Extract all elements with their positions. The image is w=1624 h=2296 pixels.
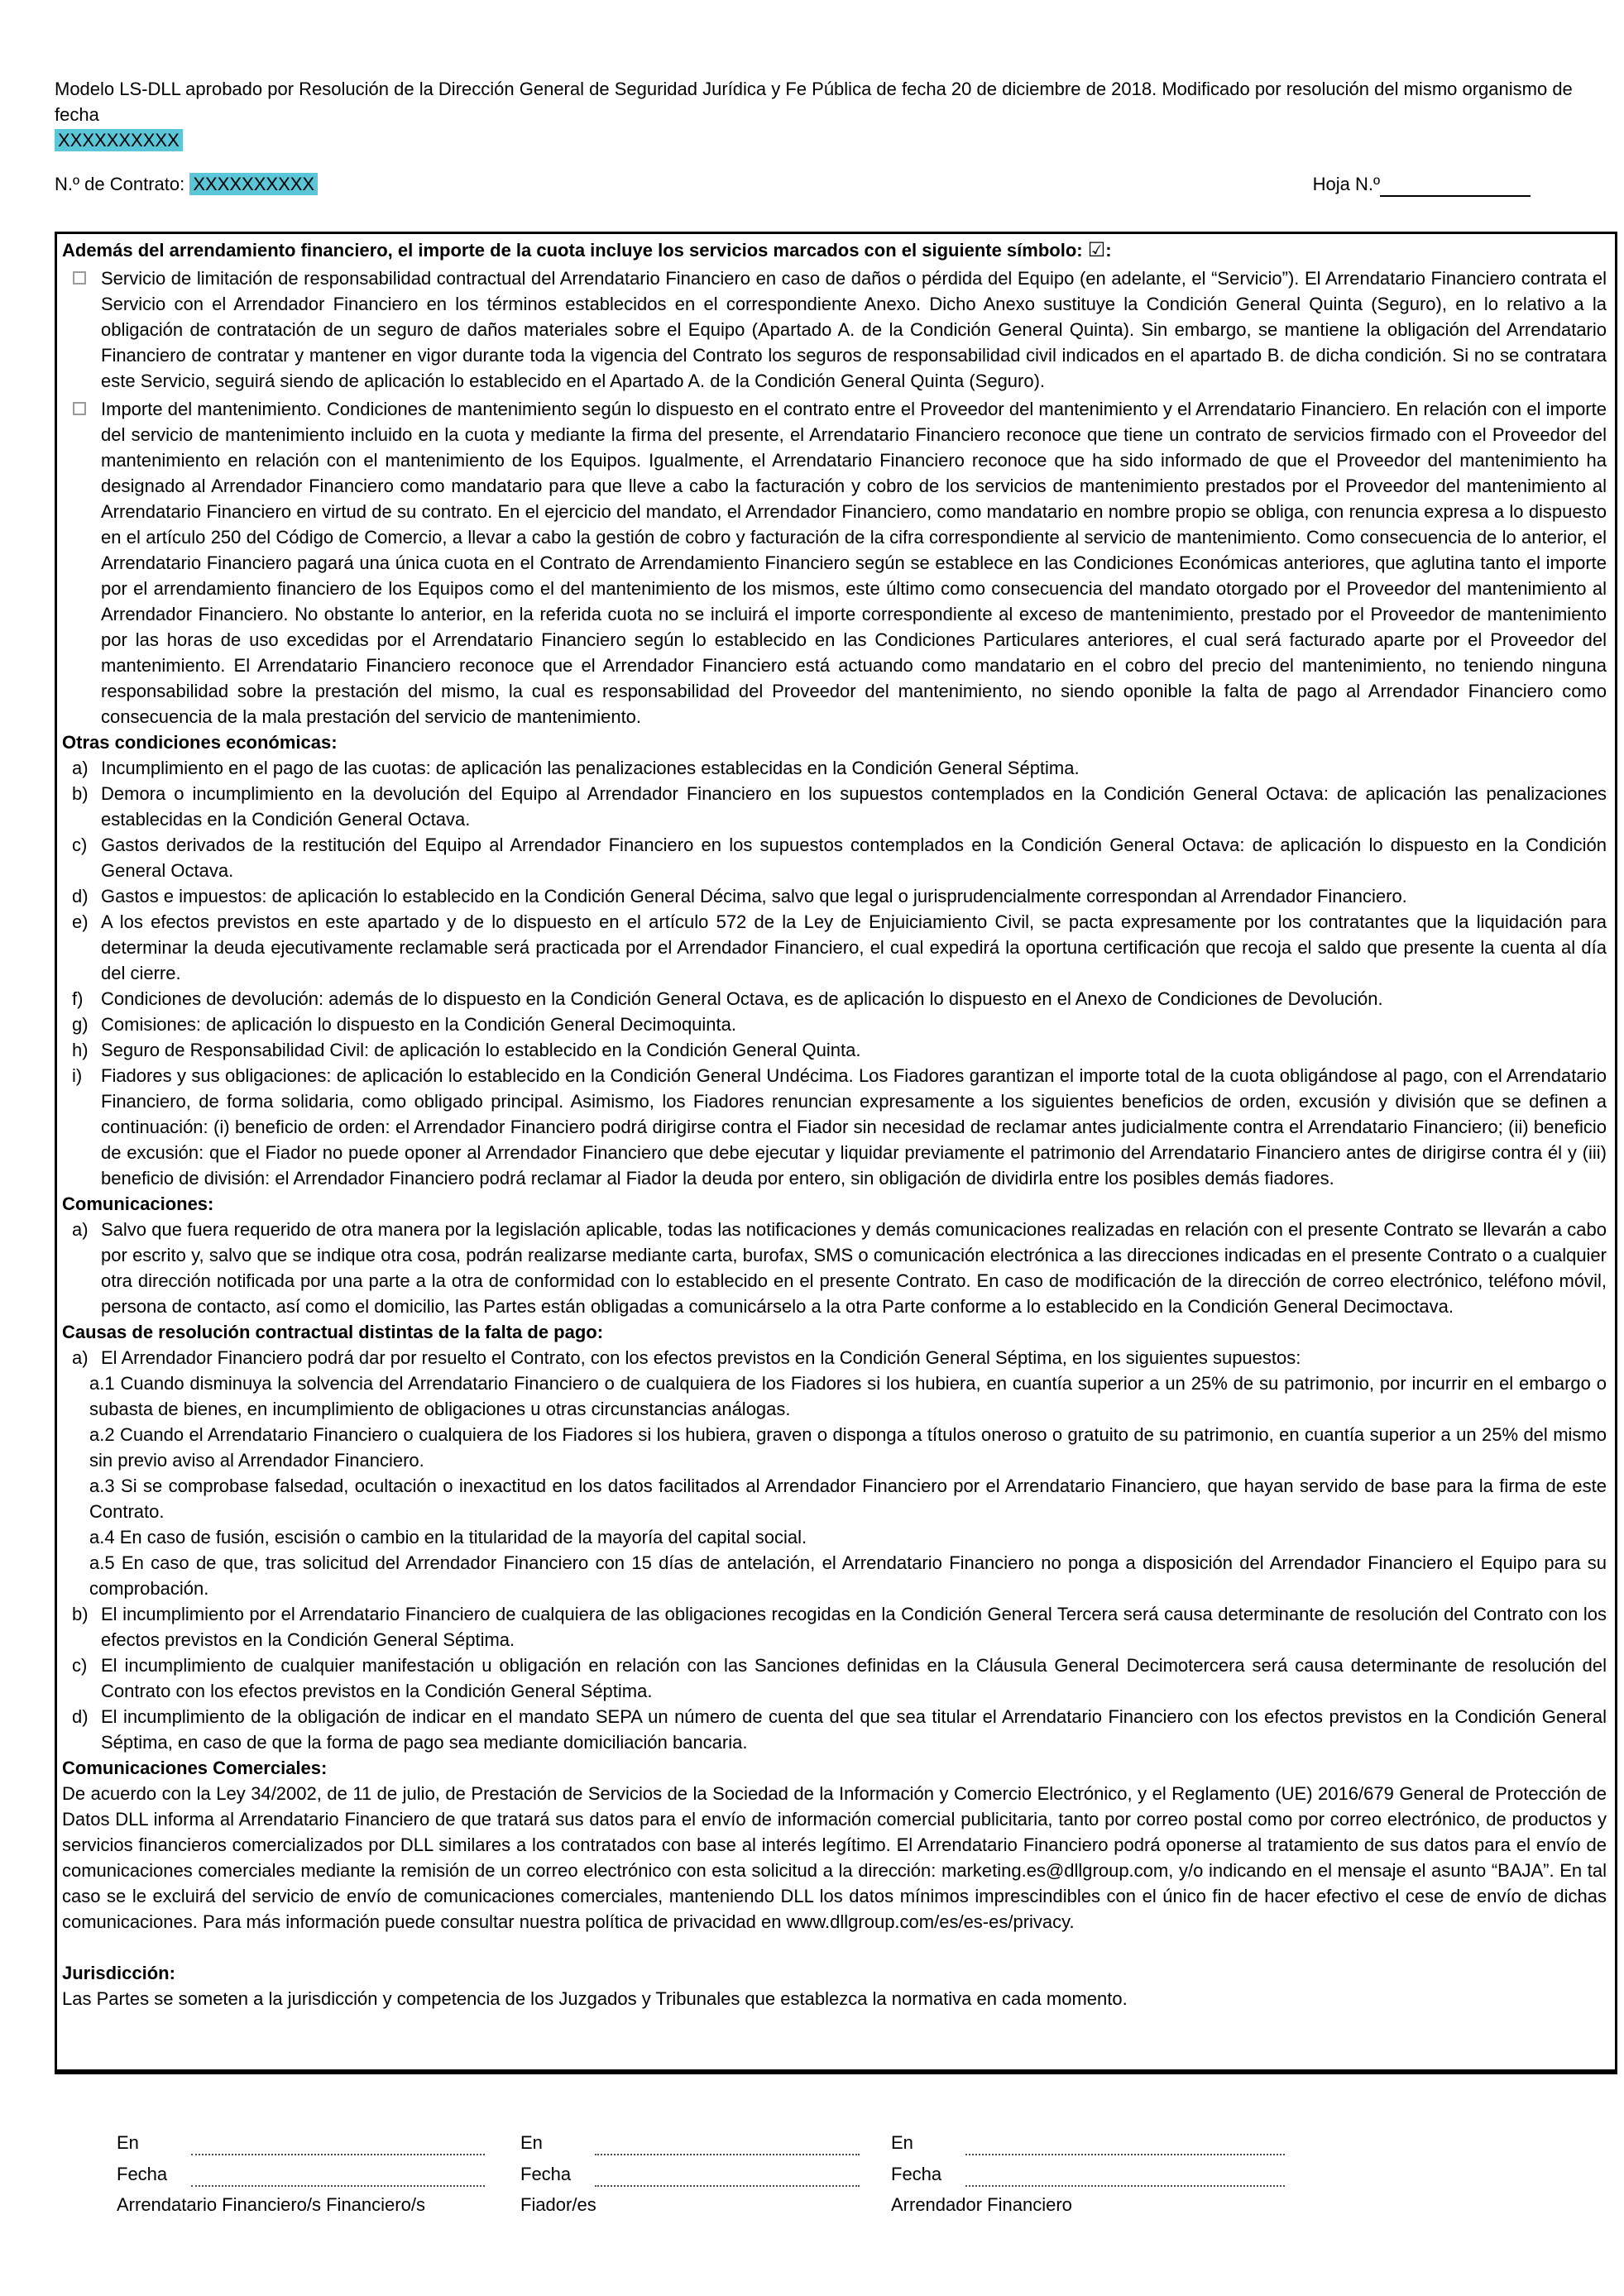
contract-row	[55, 171, 1617, 197]
date-label: Fecha	[117, 2164, 168, 2184]
item-marker: a)	[72, 1347, 89, 1368]
sheet-number-label: Hoja N.º	[1312, 174, 1380, 194]
sub-item-text: Si se comprobase falsedad, ocultación o inexactitud en los datos facilitados al Arrendador Financiero por el Arrendatario Financiero, que hayan servido de base para la firma de este Contrato.	[89, 1476, 1607, 1522]
list-item	[62, 1345, 1607, 1370]
sheet-number-line[interactable]	[1380, 177, 1531, 197]
list-item	[62, 755, 1607, 781]
item-text: El Arrendador Financiero podrá dar por resuelto el Contrato, con los efectos previstos en la Condición General Séptima, en los siguientes supuestos:	[101, 1347, 1301, 1368]
item-text: El incumplimiento por el Arrendatario Financiero de cualquiera de las obligaciones recogidas en la Condición General Tercera será causa determinante de resolución del Contrato con los efectos previstos en la Condición General Séptima.	[101, 1604, 1607, 1650]
sub-item-marker: a.4	[89, 1527, 115, 1547]
item-text: Gastos e impuestos: de aplicación lo establecido en la Condición General Décima, salvo que legal o jurisprudencialmente correspondan al Arrendador Financiero.	[101, 886, 1407, 906]
contract-number-field[interactable]: XXXXXXXXXX	[189, 173, 318, 195]
date-fill-line[interactable]	[965, 2162, 1285, 2187]
service-text: Importe del mantenimiento. Condiciones de mantenimiento según lo dispuesto en el contrato entre el Proveedor del mantenimiento y el Arrendatario Financiero. En relación con el importe del servicio de mantenimiento incluido en la cuota y mediante la firma del presente, el Arrendatario Financiero reconoce que tiene un contrato de servicios firmado con el Proveedor del mantenimiento en relación con el mantenimiento de los Equipos. Igualmente, el Arrendatario Financiero reconoce que ha sido informado de que el Proveedor del mantenimiento ha designado al Arrendador Financiero como mandatario para que lleve a cabo la facturación y cobro de los servicios de mantenimiento prestados por el Proveedor del mantenimiento al Arrendatario Financiero en virtud de su contrato. En el ejercicio del mandato, el Arrendador Financiero, como mandatario en nombre propio se obliga, con renuncia expresa a lo dispuesto en el artículo 250 del Código de Comercio, a llevar a cabo la gestión de cobro y facturación de la cifra correspondiente al servicio de mantenimiento. Como consecuencia de lo anterior, el Arrendatario Financiero pagará una única cuota en el Contrato de Arrendamiento Financiero según se establece en las Condiciones Económicas anteriores, que aglutina tanto el importe por el arrendamiento financiero de los Equipos como el del mantenimiento de los mismos, este último como consecuencia del mandato otorgado por el Proveedor del mantenimiento al Arrendador Financiero. No obstante lo anterior, en la referida cuota no se incluirá el importe correspondiente al exceso de mantenimiento, prestado por el Proveedor de mantenimiento por las horas de uso excedidas por el Arrendatario Financiero según lo establecido en las Condiciones Particulares anteriores, el cual será facturado aparte por el Proveedor del mantenimiento. El Arrendatario Financiero reconoce que el Arrendador Financiero está actuando como mandatario en el cobro del precio del mantenimiento, no teniendo ninguna responsabilidad sobre la prestación del mismo, la cual es responsabilidad del Proveedor del mantenimiento, no siendo oponible la falta de pago al Arrendador Financiero como consecuencia de la mala prestación del servicio de mantenimiento.	[101, 399, 1607, 727]
list-item	[62, 1063, 1607, 1191]
item-text: Salvo que fuera requerido de otra manera por la legislación aplicable, todas las notificaciones y demás comunicaciones realizadas en relación con el presente Contrato se llevarán a cabo por escrito y, salvo que se indique otra cosa, podrán realizarse mediante carta, burofax, SMS o comunicación electrónica a las direcciones indicadas en el presente Contrato o a cualquier otra dirección notificada por una parte a la otra de conformidad con lo establecido en el presente Contrato. En caso de modificación de la dirección de correo electrónico, teléfono móvil, persona de contacto, así como el domicilio, las Partes están obligadas a comunicárselo a la otra Parte conforme a lo establecido en la Condición General Decimoctava.	[101, 1219, 1607, 1317]
item-text: Comisiones: de aplicación lo dispuesto en la Condición General Decimoquinta.	[101, 1014, 736, 1035]
box-intro	[62, 237, 1607, 263]
comerciales-paragraph: De acuerdo con la Ley 34/2002, de 11 de julio, de Prestación de Servicios de la Sociedad de la Información y Comercio Electrónico, y el Reglamento (UE) 2016/679 General de Protección de Datos DLL informa al Arrendatario Financiero de que tratará sus datos para el envío de información comercial publicitaria, tanto por correo postal como por correo electrónico, de productos y servicios financieros comercializados por DLL similares a los contratados con base al interés legítimo. El Arrendatario Financiero podrá oponerse al tratamiento de sus datos para el envío de comunicaciones comerciales mediante la remisión de un correo electrónico con esta solicitud a la dirección: marketing.es@dllgroup.com, y/o indicando en el mensaje el asunto “BAJA”. En tal caso se le excluirá del servicio de envío de comunicaciones comerciales, manteniendo DLL los datos mínimos imprescindibles con el único fin de hacer efectivo el cese de envío de dichas comunicaciones. Para más información puede consultar nuestra política de privacidad en www.dllgroup.com/es/es-es/privacy.	[62, 1783, 1607, 1932]
sub-item-marker: a.2	[89, 1424, 115, 1445]
list-item	[62, 781, 1607, 832]
contract-number-label: N.º de Contrato:	[55, 174, 185, 194]
list-item	[62, 986, 1607, 1012]
sub-item-text: En caso de fusión, escisión o cambio en la titularidad de la mayoría del capital social.	[119, 1527, 807, 1547]
date-fill-line[interactable]	[191, 2162, 485, 2187]
place-label: En	[520, 2132, 543, 2153]
list-item	[62, 909, 1607, 986]
sub-item-text: En caso de que, tras solicitud del Arrendador Financiero con 15 días de antelación, el Arrendatario Financiero no ponga a disposición del Arrendador Financiero el Equipo para su comprobación.	[89, 1552, 1607, 1599]
date-row	[891, 2155, 1285, 2187]
place-row	[520, 2124, 860, 2155]
sub-item-text: Cuando disminuya la solvencia del Arrendatario Financiero o de cualquiera de los Fiadores si los hubiera, en cuantía superior a un 25% de su patrimonio, por incurrir en el embargo o subasta de bienes, en incumplimiento de obligaciones u otras circunstancias análogas.	[89, 1373, 1607, 1419]
item-marker: d)	[72, 1706, 89, 1727]
list-item	[62, 1601, 1607, 1653]
item-marker: a)	[72, 1219, 89, 1240]
section-heading-causas: Causas de resolución contractual distintas de la falta de pago:	[62, 1322, 604, 1342]
sub-item	[62, 1473, 1607, 1524]
signature-block-fiador	[520, 2124, 860, 2217]
spacer	[62, 1935, 1607, 1960]
list-item	[62, 883, 1607, 909]
item-marker: b)	[72, 1604, 89, 1624]
item-marker: f)	[72, 988, 84, 1009]
date-fill-line[interactable]	[595, 2162, 860, 2187]
date-row	[117, 2155, 485, 2187]
list-item	[62, 1704, 1607, 1755]
jurisdiccion-paragraph: Las Partes se someten a la jurisdicción y competencia de los Juzgados y Tribunales que establezca la normativa en cada momento.	[62, 1988, 1128, 2009]
sub-item-text: Cuando el Arrendatario Financiero o cualquiera de los Fiadores si los hubiera, graven o disponga a títulos oneroso o gratuito de su patrimonio, en cuantía superior a un 25% del mismo sin previo aviso al Arrendador Financiero.	[89, 1424, 1607, 1471]
item-marker: b)	[72, 783, 89, 804]
list-item	[62, 832, 1607, 883]
item-marker: a)	[72, 758, 89, 778]
service-item-liability	[62, 265, 1607, 394]
section-heading-jurisdiccion: Jurisdicción:	[62, 1963, 175, 1983]
place-label: En	[891, 2132, 913, 2153]
box-intro-colon: :	[1105, 240, 1112, 261]
place-label: En	[117, 2132, 139, 2153]
item-marker: h)	[72, 1040, 89, 1060]
sub-item-marker: a.1	[89, 1373, 115, 1394]
service-checkbox-maintenance[interactable]	[73, 402, 86, 415]
list-item	[62, 1012, 1607, 1037]
sheet-number	[1313, 171, 1531, 197]
item-marker: d)	[72, 886, 89, 906]
item-text: El incumplimiento de cualquier manifestación u obligación en relación con las Sanciones definidas en la Cláusula General Decimotercera será causa determinante de resolución del Contrato con los efectos previstos en la Condición General Séptima.	[101, 1655, 1607, 1701]
header-date-field[interactable]: XXXXXXXXXX	[55, 129, 183, 151]
item-marker: i)	[72, 1065, 83, 1086]
item-text: Incumplimiento en el pago de las cuotas: de aplicación las penalizaciones establecidas en la Condición General Séptima.	[101, 758, 1080, 778]
place-fill-line[interactable]	[965, 2131, 1285, 2155]
sub-item	[62, 1370, 1607, 1422]
signer-role: Fiador/es	[520, 2194, 596, 2215]
place-fill-line[interactable]	[191, 2131, 485, 2155]
place-fill-line[interactable]	[595, 2131, 860, 2155]
item-text: Condiciones de devolución: además de lo dispuesto en la Condición General Octava, es de aplicación lo dispuesto en el Anexo de Condiciones de Devolución.	[101, 988, 1383, 1009]
item-text: Gastos derivados de la restitución del Equipo al Arrendador Financiero en los supuestos contemplados en la Condición General Octava: de aplicación lo dispuesto en la Condición General Octava.	[101, 835, 1607, 881]
header-note	[55, 76, 1574, 153]
header-note-text: Modelo LS-DLL aprobado por Resolución de la Dirección General de Seguridad Jurídica y Fe Pública de fecha 20 de diciembre de 2018. Modificado por resolución del mismo organismo de fecha	[55, 79, 1573, 125]
date-label: Fecha	[891, 2164, 942, 2184]
sub-item	[62, 1524, 1607, 1550]
item-text: Seguro de Responsabilidad Civil: de aplicación lo establecido en la Condición General Quinta.	[101, 1040, 861, 1060]
box-intro-text: Además del arrendamiento financiero, el importe de la cuota incluye los servicios marcados con el siguiente símbolo:	[62, 240, 1083, 261]
list-item	[62, 1217, 1607, 1319]
item-text: El incumplimiento de la obligación de indicar en el mandato SEPA un número de cuenta del que sea titular el Arrendatario Financiero con los efectos previstos en la Condición General Séptima, en caso de que la forma de pago sea mediante domiciliación bancaria.	[101, 1706, 1607, 1753]
signer-role: Arrendador Financiero	[891, 2194, 1072, 2215]
sub-item-marker: a.3	[89, 1476, 115, 1496]
item-marker: c)	[72, 1655, 88, 1676]
signature-block-arrendatario	[117, 2124, 485, 2217]
date-label: Fecha	[520, 2164, 572, 2184]
list-item	[62, 1653, 1607, 1704]
contract-number	[55, 171, 318, 197]
date-row	[520, 2155, 860, 2187]
conditions-box	[55, 232, 1617, 2074]
section-heading-comunicaciones: Comunicaciones:	[62, 1193, 214, 1214]
section-heading-otras: Otras condiciones económicas:	[62, 732, 338, 753]
item-marker: e)	[72, 911, 89, 932]
place-row	[117, 2124, 485, 2155]
section-heading-comerciales: Comunicaciones Comerciales:	[62, 1758, 328, 1778]
item-marker: g)	[72, 1014, 89, 1035]
checked-box-icon: ☑	[1087, 238, 1106, 261]
list-item	[62, 1037, 1607, 1063]
item-text: Fiadores y sus obligaciones: de aplicación lo establecido en la Condición General Undécima. Los Fiadores garantizan el importe total de la cuota obligándose al pago, con el Arrendatario Financiero, de forma solidaria, como obligado principal. Asimismo, los Fiadores renuncian expresamente a los siguientes beneficios de orden, excusión y división que se definen a continuación: (i) beneficio de orden: el Arrendador Financiero podrá dirigirse contra el Fiador sin necesidad de reclamar antes judicialmente contra el Arrendatario Financiero; (ii) beneficio de excusión: que el Fiador no puede oponer al Arrendador Financiero que debe ejecutar y liquidar previamente el patrimonio del Arrendatario Financiero antes de dirigirse contra él y (iii) beneficio de división: el Arrendador Financiero podrá reclamar al Fiador la deuda por entero, sin obligación de dividirla entre los posibles demás fiadores.	[101, 1065, 1607, 1189]
item-marker: c)	[72, 835, 88, 855]
item-text: Demora o incumplimiento en la devolución del Equipo al Arrendador Financiero en los supuestos contemplados en la Condición General Octava: de aplicación las penalizaciones establecidas en la Condición General Octava.	[101, 783, 1607, 830]
service-text: Servicio de limitación de responsabilidad contractual del Arrendatario Financiero en caso de daños o pérdida del Equipo (en adelante, el “Servicio”). El Arrendatario Financiero contrata el Servicio con el Arrendador Financiero en los términos establecidos en el correspondiente Anexo. Dicho Anexo sustituye la Condición General Quinta (Seguro), en lo relativo a la obligación de contratación de un seguro de daños materiales sobre el Equipo (Apartado A. de la Condición General Quinta). Sin embargo, se mantiene la obligación del Arrendatario Financiero de contratar y mantener en vigor durante toda la vigencia del Contrato los seguros de responsabilidad civil indicados en el apartado B. de dicha condición. Si no se contratara este Servicio, seguirá siendo de aplicación lo establecido en el Apartado A. de la Condición General Quinta (Seguro).	[101, 268, 1607, 391]
signer-role: Arrendatario Financiero/s Financiero/s	[117, 2194, 425, 2215]
service-checkbox-liability[interactable]	[73, 271, 86, 285]
signature-section	[117, 2124, 1617, 2217]
item-text: A los efectos previstos en este apartado y de lo dispuesto en el artículo 572 de la Ley de Enjuiciamiento Civil, se pacta expresamente por los contratantes que la liquidación para determinar la deuda ejecutivamente reclamable será practicada por el Arrendador Financiero, el cual expedirá la oportuna certificación que recoja el saldo que presente la cuenta al día del cierre.	[101, 911, 1607, 983]
sub-item	[62, 1422, 1607, 1473]
signature-block-arrendador	[891, 2124, 1285, 2217]
place-row	[891, 2124, 1285, 2155]
sub-item-marker: a.5	[89, 1552, 115, 1573]
service-item-maintenance	[62, 396, 1607, 729]
sub-item	[62, 1550, 1607, 1601]
